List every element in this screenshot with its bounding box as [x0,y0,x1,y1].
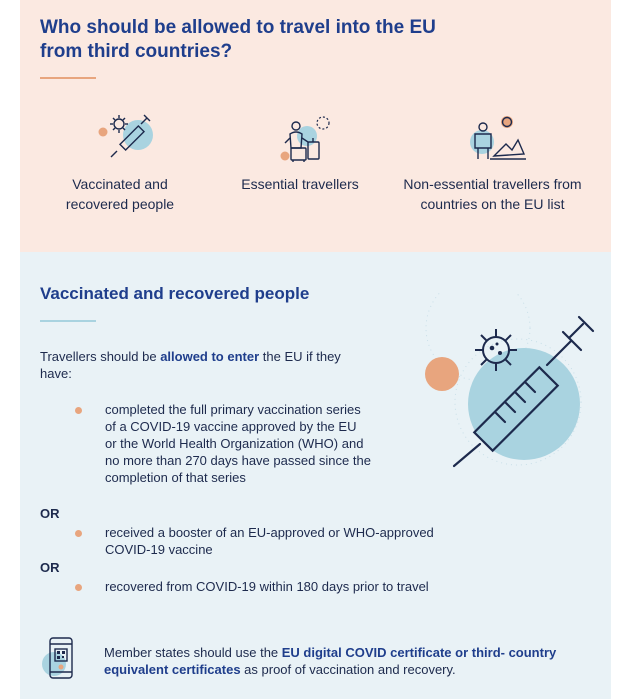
certificate-note: Member states should use the EU digital COVID certificate or third- country equivalent certificates as proof of vaccination and recovery. [104,645,557,677]
bullet-dot [75,584,82,591]
or-label: OR [40,560,60,575]
page-title: Who should be allowed to travel into the EU from third countries? [40,17,436,62]
section-title: Vaccinated and recovered people [40,284,310,303]
tourist-traveller-icon [460,110,530,166]
top-panel [20,0,611,252]
category-essential [220,110,380,220]
condition-item: recovered from COVID-19 within 180 days prior to travel [105,579,429,594]
certificate-emphasis: EU digital COVID certificate or third- country equivalent certificates [104,645,557,677]
title-underline [40,77,96,79]
category-label: Non-essential travellers from countries on the EU list [403,176,582,212]
bullet-dot [75,407,82,414]
category-vaccinated [40,110,200,220]
category-label: Vaccinated and recovered people [65,176,175,212]
intro-text: Travellers should be allowed to enter the EU if they have: [40,349,341,381]
essential-traveller-icon [265,110,335,166]
condition-item: completed the full primary vaccination series of a COVID-19 vaccine approved by the EU or the World Health Organization (WHO) and no more than 270 days have passed since the completion of that series [105,402,371,485]
category-non-essential [390,110,595,220]
intro-emphasis: allowed to enter [160,349,260,364]
category-label: Essential travellers [241,176,359,192]
condition-item: received a booster of an EU-approved or WHO-approved COVID-19 vaccine [105,525,434,557]
vaccine-syringe-icon [95,110,165,166]
bullet-dot [75,530,82,537]
section-underline [40,320,96,322]
syringe-virus-icon [388,292,608,472]
or-label: OR [40,506,60,521]
bottom-panel [20,252,611,699]
phone-qr-certificate-icon [40,634,84,682]
